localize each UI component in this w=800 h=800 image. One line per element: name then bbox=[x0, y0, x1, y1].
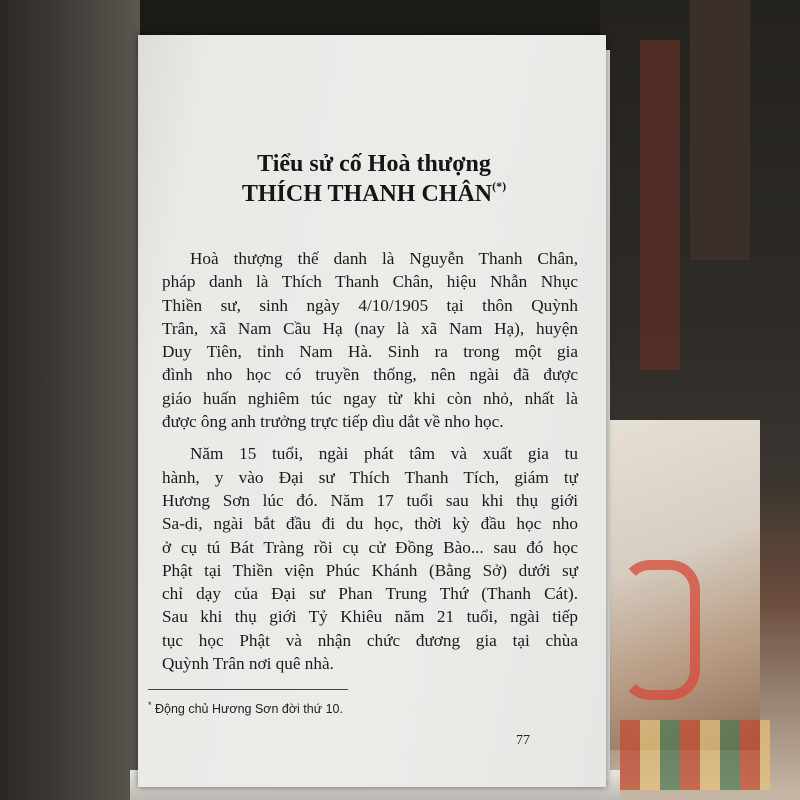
book-spine bbox=[690, 0, 750, 260]
footnote-text: Động chủ Hương Sơn đời thứ 10. bbox=[155, 702, 343, 717]
text-line: hành, y vào Đại sư Thích Thanh Tích, giám tự bbox=[162, 467, 578, 487]
footnote-divider bbox=[148, 689, 348, 690]
text-line: giáo huấn nghiêm túc ngay từ khi còn nhỏ, nhất là bbox=[162, 388, 578, 408]
cover-decoration bbox=[620, 560, 700, 700]
footnote bbox=[148, 700, 343, 716]
text-line: tục học Phật và nhận chức đương gia tại chùa bbox=[162, 630, 578, 650]
text-line: Năm 15 tuổi, ngài phát tâm và xuất gia tu bbox=[190, 444, 578, 464]
text-line: Duy Tiên, tỉnh Nam Hà. Sinh ra trong một gia bbox=[162, 342, 578, 362]
text-line: Phật tại Thiền viện Phúc Khánh (Bằng Sở) dưới sự bbox=[162, 560, 578, 580]
text-line: Sau khi thụ giới Tỷ Khiêu năm 21 tuổi, ngài tiếp bbox=[162, 607, 578, 627]
cover-decoration bbox=[620, 720, 770, 790]
page-title-line1: Tiểu sử cố Hoà thượng bbox=[257, 151, 491, 177]
body-text bbox=[162, 247, 578, 684]
page-number: 77 bbox=[516, 733, 530, 748]
paragraph bbox=[162, 247, 578, 433]
text-line: Thiền sư, sinh ngày 4/10/1905 tại thôn Quỳnh bbox=[162, 295, 578, 315]
text-line: Sa-di, ngài bắt đầu đi du học, thời kỳ đầu học nho bbox=[162, 514, 578, 534]
text-line: được ông anh trưởng trực tiếp dìu dắt về nho học. bbox=[162, 412, 504, 432]
text-line: đình nho học có truyền thống, nên ngài đã được bbox=[162, 365, 578, 385]
text-line: Quỳnh Trân nơi quê nhà. bbox=[162, 654, 334, 674]
text-line: Trân, xã Nam Cầu Hạ (nay là xã Nam Hạ), huyện bbox=[162, 318, 578, 338]
book-page bbox=[138, 35, 606, 787]
title-footnote-marker: (*) bbox=[492, 179, 507, 193]
text-line: Hoà thượng thế danh là Nguyễn Thanh Chân, bbox=[190, 249, 578, 268]
text-line: pháp danh là Thích Thanh Chân, hiệu Nhẫn Nhục bbox=[162, 272, 578, 292]
text-line: chỉ dạy của Đại sư Phan Trung Thứ (Thanh Cát). bbox=[162, 584, 578, 604]
text-line: Hương Sơn lúc đó. Năm 17 tuổi sau khi thụ giới bbox=[162, 490, 578, 510]
footnote-marker: * bbox=[148, 700, 152, 710]
background-left bbox=[0, 0, 140, 800]
book-spine bbox=[640, 40, 680, 370]
paragraph bbox=[162, 442, 578, 675]
page-title-line2 bbox=[174, 181, 574, 208]
text-line: ở cụ tú Bát Tràng rồi cụ cử Đồng Bào... sau đó học bbox=[162, 537, 578, 557]
title-name: THÍCH THANH CHÂN bbox=[241, 181, 493, 207]
